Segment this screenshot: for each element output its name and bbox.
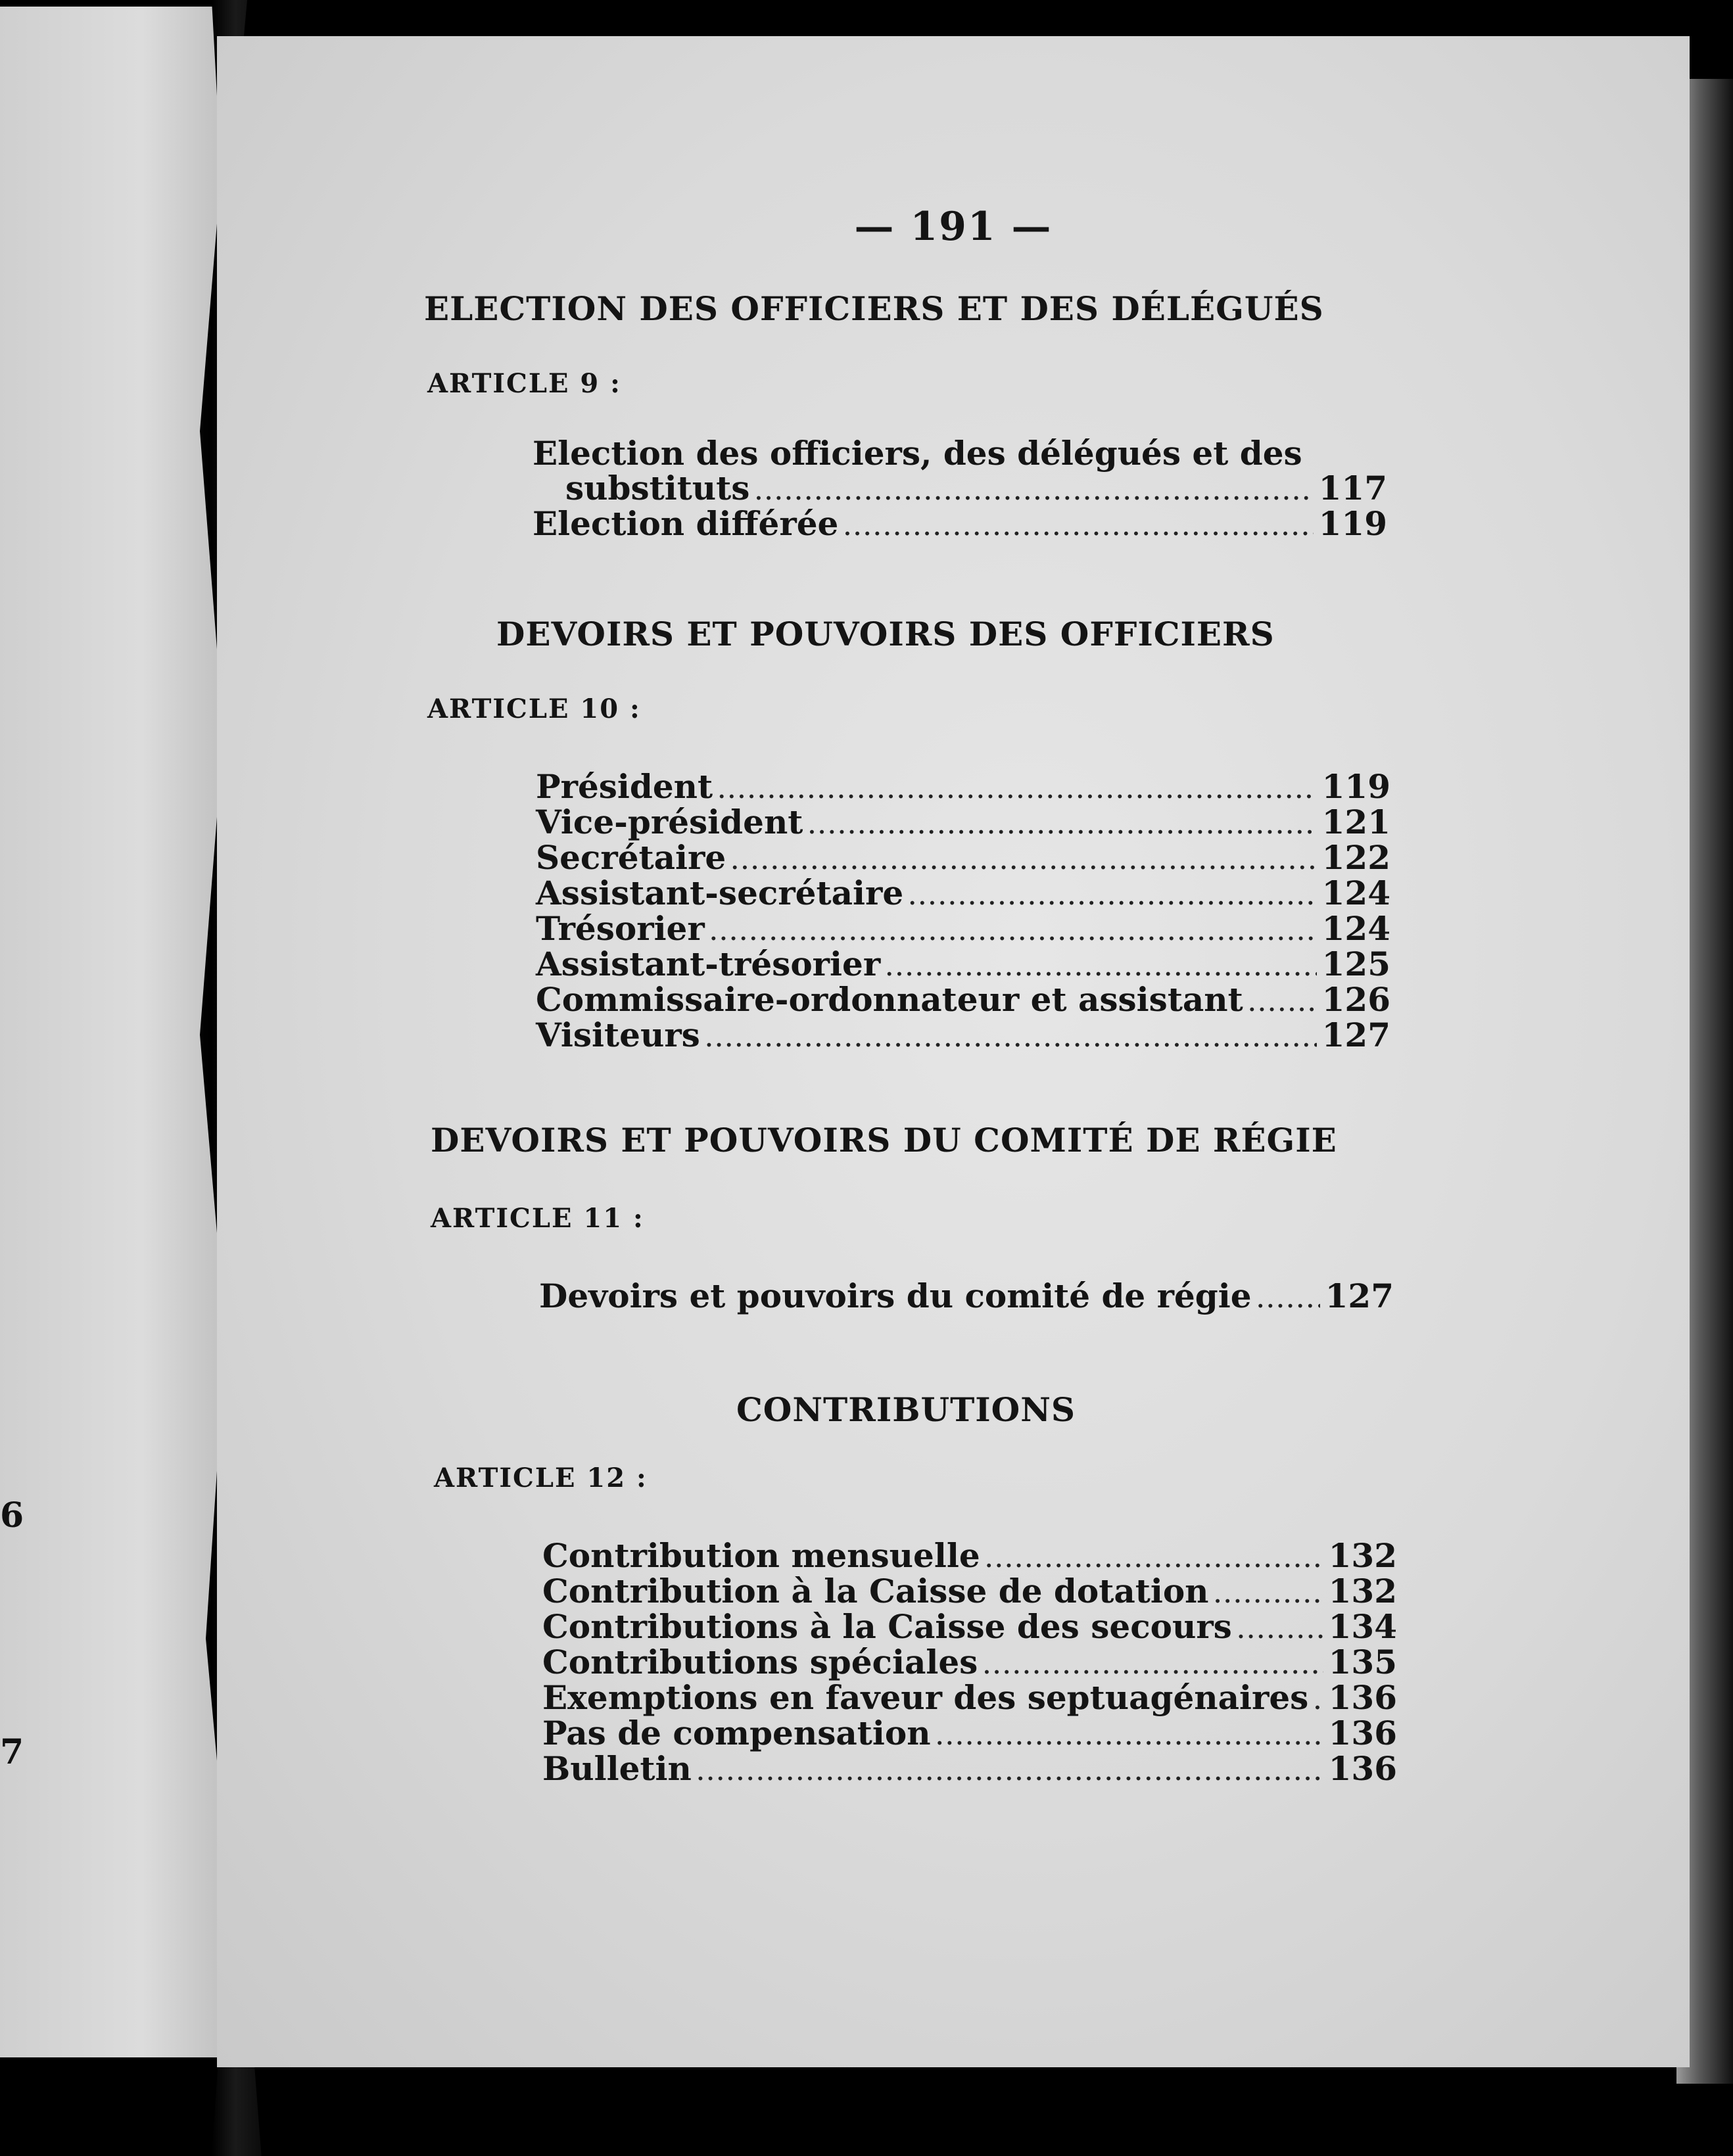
toc-entry-page: 126 <box>1321 980 1390 1019</box>
toc-entry-label: Secrétaire <box>536 838 726 877</box>
toc-entry-page: 135 <box>1328 1643 1397 1681</box>
toc-entry-page: 136 <box>1328 1714 1397 1752</box>
leader-dots <box>1257 1288 1320 1313</box>
toc-entry <box>536 945 1390 981</box>
toc-entry-page: 119 <box>1318 504 1387 543</box>
toc-entry-page: 122 <box>1321 838 1390 877</box>
toc-entry-label: Election différée <box>533 504 839 543</box>
leader-dots <box>697 1760 1323 1785</box>
toc-entry <box>542 1678 1397 1715</box>
leader-dots <box>886 956 1316 981</box>
toc-entry-label: Assistant-trésorier <box>536 945 881 983</box>
leader-dots <box>983 1654 1323 1679</box>
leader-dots <box>1314 1689 1323 1714</box>
toc-entry <box>542 1749 1397 1786</box>
toc-entry-page: 136 <box>1328 1749 1397 1788</box>
toc-entry <box>565 469 1387 505</box>
section-heading: ELECTION DES OFFICIERS ET DES DÉLÉGUÉS <box>424 289 1324 328</box>
left-margin-mark: 7 <box>0 1732 24 1772</box>
toc-entry <box>542 1643 1397 1679</box>
toc-entry-page: 117 <box>1318 469 1387 507</box>
toc-entry <box>536 874 1390 910</box>
page-number: — 191 — <box>854 204 1053 250</box>
leader-dots <box>1237 1618 1323 1643</box>
toc-entry <box>542 1607 1397 1644</box>
toc-entry-label: Contributions spéciales <box>542 1643 978 1681</box>
toc-entry-page: 125 <box>1321 945 1390 983</box>
toc-entry-page: 136 <box>1328 1678 1397 1717</box>
toc-entry <box>542 1572 1397 1608</box>
toc-entry-page: 127 <box>1325 1277 1394 1315</box>
toc-entry <box>542 1714 1397 1750</box>
toc-entry <box>533 504 1387 541</box>
toc-entry-label: Vice-président <box>536 803 803 841</box>
toc-entry-label: Contribution à la Caisse de dotation <box>542 1572 1209 1610</box>
toc-entry-page: 132 <box>1328 1572 1397 1610</box>
article-label: ARTICLE 9 : <box>427 368 621 399</box>
toc-entry-page: 124 <box>1321 909 1390 948</box>
toc-entry-label: Devoirs et pouvoirs du comité de régie <box>539 1277 1252 1315</box>
article-label: ARTICLE 11 : <box>431 1203 644 1234</box>
article-label: ARTICLE 10 : <box>427 693 641 724</box>
leader-dots <box>808 814 1316 839</box>
leader-dots <box>936 1725 1323 1750</box>
leader-dots <box>731 849 1316 874</box>
toc-entry-label: Visiteurs <box>536 1016 700 1054</box>
toc-entry <box>536 767 1390 804</box>
leader-dots <box>985 1547 1323 1572</box>
toc-entry <box>536 909 1390 946</box>
toc-entry <box>539 1277 1394 1313</box>
toc-entry-label: Contributions à la Caisse des secours <box>542 1607 1232 1646</box>
section-heading: DEVOIRS ET POUVOIRS DES OFFICIERS <box>496 615 1275 653</box>
leader-dots <box>1214 1583 1323 1608</box>
toc-entry-label: Président <box>536 767 713 806</box>
toc-entry-label: substituts <box>565 469 750 507</box>
section-heading: CONTRIBUTIONS <box>736 1390 1076 1429</box>
toc-entry <box>536 980 1390 1017</box>
toc-entry <box>536 1016 1390 1052</box>
document-page <box>217 36 1690 2067</box>
toc-entry-label: Exemptions en faveur des septuagénaires <box>542 1678 1309 1717</box>
toc-entry-label: Assistant-secrétaire <box>536 874 904 912</box>
leader-dots <box>755 480 1313 505</box>
toc-entry-page: 127 <box>1321 1016 1390 1054</box>
article-label: ARTICLE 12 : <box>434 1463 648 1493</box>
toc-entry-page: 132 <box>1328 1536 1397 1575</box>
toc-entry-label: Bulletin <box>542 1749 692 1788</box>
toc-entry-page: 124 <box>1321 874 1390 912</box>
toc-entry-page: 134 <box>1328 1607 1397 1646</box>
toc-entry-label: Trésorier <box>536 909 705 948</box>
toc-entry-page: 121 <box>1321 803 1390 841</box>
leader-dots <box>705 1027 1317 1052</box>
toc-entry <box>536 803 1390 839</box>
section-heading: DEVOIRS ET POUVOIRS DU COMITÉ DE RÉGIE <box>431 1121 1337 1160</box>
toc-entry-line: Election des officiers, des délégués et des <box>533 434 1302 473</box>
toc-entry-label: Pas de compensation <box>542 1714 931 1752</box>
left-margin-mark: 6 <box>0 1495 24 1535</box>
toc-entry-page: 119 <box>1321 767 1390 806</box>
leader-dots <box>718 778 1317 803</box>
toc-entry-label: Contribution mensuelle <box>542 1536 980 1575</box>
leader-dots <box>843 515 1313 540</box>
leader-dots <box>909 885 1316 910</box>
toc-entry <box>542 1536 1397 1573</box>
leader-dots <box>1248 991 1317 1016</box>
toc-entry-label: Commissaire-ordonnateur et assistant <box>536 980 1243 1019</box>
toc-entry <box>536 838 1390 875</box>
leader-dots <box>710 920 1317 945</box>
